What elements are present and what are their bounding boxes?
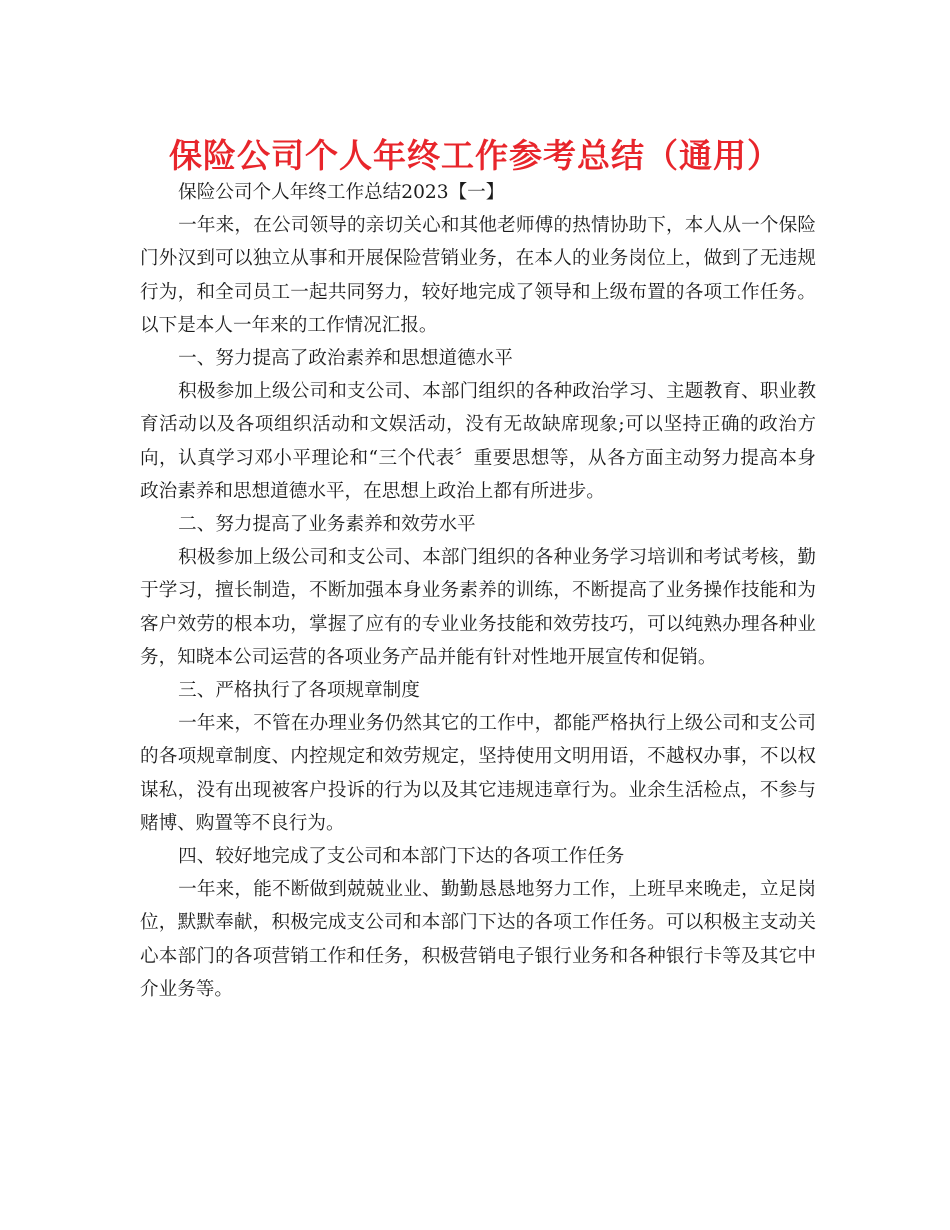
intro-paragraph: 一年来，在公司领导的亲切关心和其他老师傅的热情协助下，本人从一个保险门外汉到可以独立从事和开展保险营销业务，在本人的业务岗位上，做到了无违规行为，和全司员工一起共同努力，较好地完成了领导和上级布置的各项工作任务。以下是本人一年来的工作情况汇报。 [140,215,816,336]
section-heading-4: 四、较好地完成了支公司和本部门下达的各项工作任务 [178,846,625,868]
document-subtitle: 保险公司个人年终工作总结2023【一】 [178,182,505,203]
document-body [140,176,816,1006]
section-paragraph-4: 一年来，能不断做到兢兢业业、勤勤恳恳地努力工作，上班早来晚走，立足岗位，默默奉献，积极完成支公司和本部门下达的各项工作任务。可以积极主支动关心本部门的各项营销工作和任务，积极营销电子银行业务和各种银行卡等及其它中介业务等。 [140,879,816,1000]
section-heading-3: 三、严格执行了各项规章制度 [178,680,420,702]
section-paragraph-1: 积极参加上级公司和支公司、本部门组织的各种政治学习、主题教育、职业教育活动以及各项组织活动和文娱活动，没有无故缺席现象;可以坚持正确的政治方向，认真学习邓小平理论和“三个代表〞重要思想等，从各方面主动努力提高本身政治素养和思想道德水平，在思想上政治上都有所进步。 [140,381,816,502]
section-paragraph-3: 一年来，不管在办理业务仍然其它的工作中，都能严格执行上级公司和支公司的各项规章制度、内控规定和效劳规定，坚持使用文明用语，不越权办事，不以权谋私，没有出现被客户投诉的行为以及其它违规违章行为。业余生活检点，不参与赌博、购置等不良行为。 [140,713,816,834]
section-paragraph-2: 积极参加上级公司和支公司、本部门组织的各种业务学习培训和考试考核，勤于学习，擅长制造，不断加强本身业务素养的训练，不断提高了业务操作技能和为客户效劳的根本功，掌握了应有的专业业务技能和效劳技巧，可以纯熟办理各种业务，知晓本公司运营的各项业务产品并能有针对性地开展宣传和促销。 [140,547,816,668]
section-heading-1: 一、努力提高了政治素养和思想道德水平 [178,348,513,370]
document-title: 保险公司个人年终工作参考总结（通用） [169,136,781,175]
section-heading-2: 二、努力提高了业务素养和效劳水平 [178,514,476,536]
